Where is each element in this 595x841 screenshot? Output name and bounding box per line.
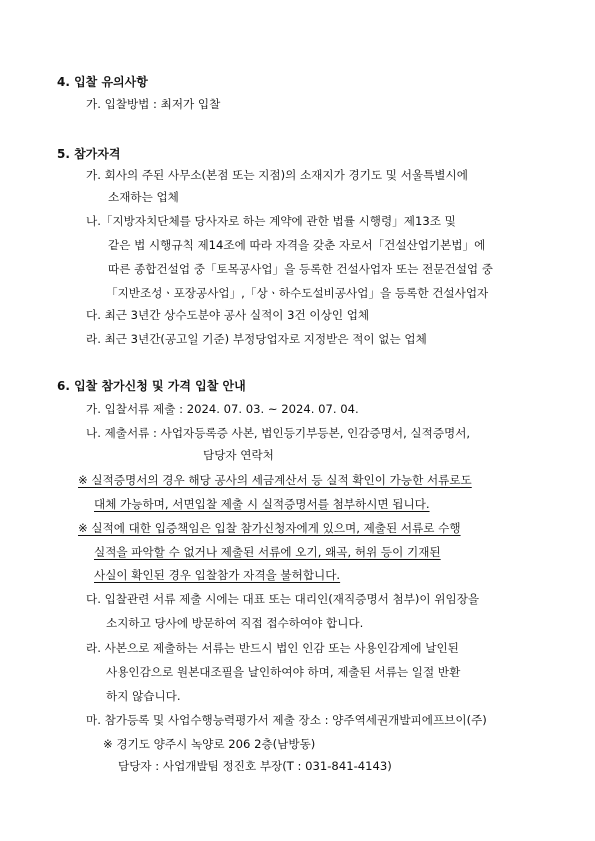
section-5-item-na-line1: 나.「지방자치단체를 당사자로 하는 계약에 관한 법률 시행령」제13조 및 [86, 214, 456, 228]
section-6-note-2-line1: ※ 실적에 대한 입증책임은 입찰 참가신청자에게 있으며, 제출된 서류로 수행 [78, 521, 461, 535]
section-5-item-ga-line1: 가. 회사의 주된 사무소(본점 또는 지점)의 소재지가 경기도 및 서울특별시에 [86, 168, 468, 182]
section-6-item-na-line1: 나. 제출서류 : 사업자등록증 사본, 법인등기부등본, 인감증명서, 실적증명서, [86, 426, 471, 440]
section-6-item-da-line1: 다. 입찰관련 서류 제출 시에는 대표 또는 대리인(재직증명서 첨부)이 위임장을 [86, 592, 480, 606]
section-5-item-na-line3: 따른 종합건설업 중「토목공사업」을 등록한 건설사업자 또는 전문건설업 중 [108, 262, 493, 276]
section-6-note-2-line3: 사실이 확인된 경우 입찰참가 자격을 불허합니다. [94, 568, 341, 582]
section-6-item-ra-line3: 하지 않습니다. [106, 689, 181, 703]
section-5-item-da: 다. 최근 3년간 상수도분야 공사 실적이 3건 이상인 업체 [86, 308, 370, 322]
section-6-contact: 담당자 : 사업개발팀 정진호 부장(T : 031-841-4143) [118, 759, 392, 773]
section-5-heading: 5. 참가자격 [57, 147, 121, 161]
section-6-note-1-line1: ※ 실적증명서의 경우 해당 공사의 세금계산서 등 실적 확인이 가능한 서류로도 [78, 473, 472, 487]
section-6-note-2-line2: 실적을 파악할 수 없거나 제출된 서류에 오기, 왜곡, 허위 등이 기재된 [94, 545, 441, 559]
section-6-heading: 6. 입찰 참가신청 및 가격 입찰 안내 [57, 379, 246, 393]
section-5-item-na-line4: 「지반조성ㆍ포장공사업」,「상ㆍ하수도설비공사업」을 등록한 건설사업자 [106, 286, 489, 300]
section-6-item-ma: 마. 참가등록 및 사업수행능력평가서 제출 장소 : 양주역세권개발피에프브이(주) [86, 713, 487, 727]
section-5-item-ra: 라. 최근 3년간(공고일 기준) 부정당업자로 지정받은 적이 없는 업체 [86, 332, 427, 346]
section-6-item-na-line2: 담당자 연락처 [203, 448, 274, 462]
section-6-note-1-line2: 대체 가능하며, 서면입찰 제출 시 실적증명서를 첨부하시면 됩니다. [94, 497, 430, 511]
section-6-item-ra-line2: 사용인감으로 원본대조필을 날인하여야 하며, 제출된 서류는 일절 반환 [106, 665, 461, 679]
section-6-item-da-line2: 소지하고 당사에 방문하여 직접 접수하여야 합니다. [106, 616, 364, 630]
section-6-address: ※ 경기도 양주시 녹양로 206 2층(남방동) [103, 737, 316, 751]
section-5-item-na-line2: 같은 법 시행규칙 제14조에 따라 자격을 갖춘 자로서「건설산업기본법」에 [108, 238, 486, 252]
section-6-item-ra-line1: 라. 사본으로 제출하는 서류는 반드시 법인 인감 또는 사용인감계에 날인된 [86, 641, 459, 655]
section-4-item-ga: 가. 입찰방법 : 최저가 입찰 [86, 97, 221, 111]
section-6-item-ga: 가. 입찰서류 제출 : 2024. 07. 03. ~ 2024. 07. 04. [86, 402, 359, 416]
section-5-item-ga-line2: 소재하는 업체 [108, 190, 179, 204]
section-4-heading: 4. 입찰 유의사항 [57, 75, 148, 89]
